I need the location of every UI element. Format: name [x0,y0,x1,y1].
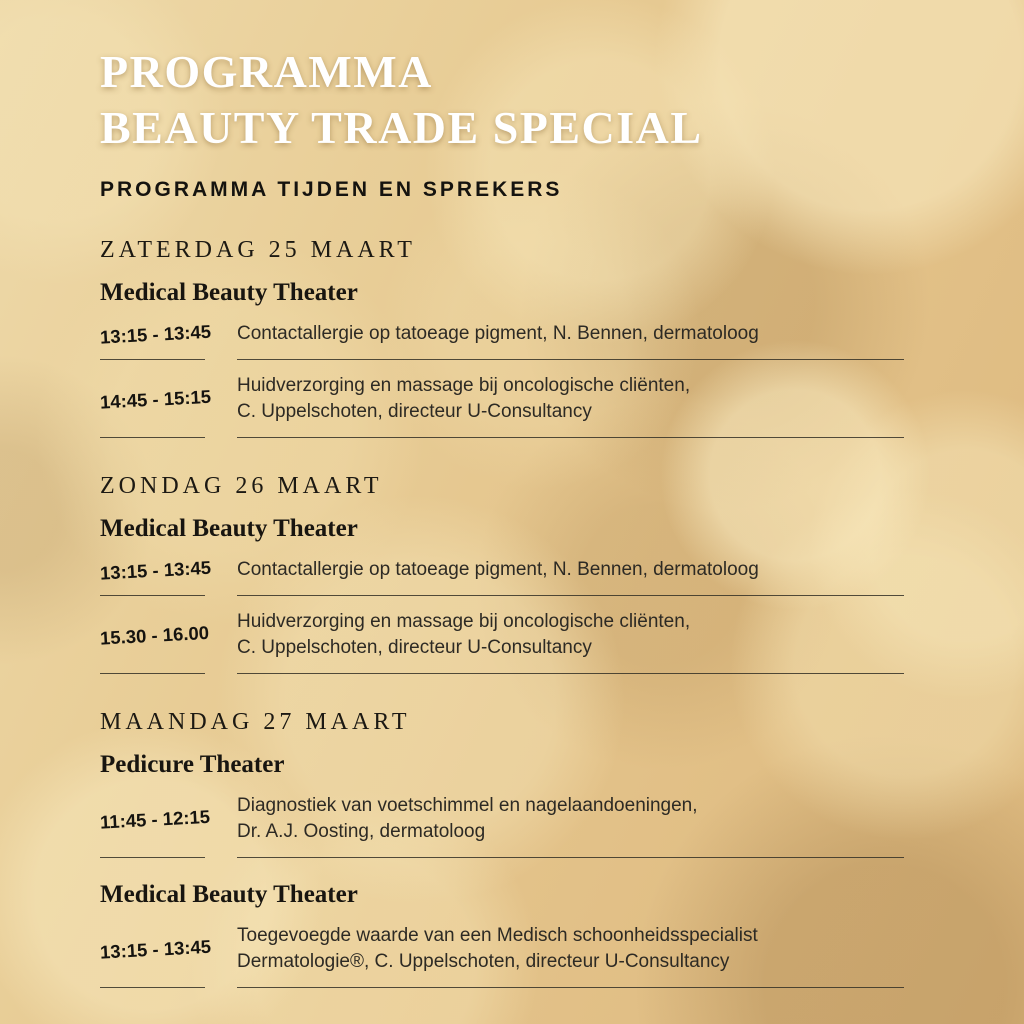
session-description-line: C. Uppelschoten, directeur U-Consultancy [237,401,592,422]
session-time: 13:15 - 13:45 [99,556,212,584]
session-row [100,557,904,583]
page-subtitle: PROGRAMMA TIJDEN EN SPREKERS [100,178,563,201]
row-divider [100,595,904,596]
row-divider [100,987,904,988]
day-heading: ZONDAG 26 MAART [100,473,383,499]
session-description-line: Huidverzorging en massage bij oncologische cliënten, [237,375,691,396]
session-time: 13:15 - 13:45 [99,320,212,348]
divider-time-line [100,673,205,674]
session-row [100,923,904,975]
session-description [237,793,904,845]
day-section-zondag [100,472,904,674]
session-description [237,373,904,425]
session-description-line: Dermatologie®, C. Uppelschoten, directeur U-Consultancy [237,951,730,972]
divider-desc-line [237,437,904,438]
page-title [100,44,904,156]
session-time: 13:15 - 13:45 [99,935,212,963]
divider-desc-line [237,359,904,360]
divider-desc-line [237,673,904,674]
session-description [237,321,904,347]
session-description [237,923,904,975]
session-description-line: C. Uppelschoten, directeur U-Consultancy [237,637,592,658]
session-description-line: Dr. A.J. Oosting, dermatoloog [237,821,486,842]
day-section-maandag [100,708,904,988]
divider-desc-line [237,857,904,858]
divider-desc-line [237,595,904,596]
session-description-line: Contactallergie op tatoeage pigment, N. Bennen, dermatoloog [237,559,759,580]
day-heading: ZATERDAG 25 MAART [100,237,416,263]
session-time: 11:45 - 12:15 [99,805,211,833]
venue-name: Medical Beauty Theater [100,279,358,306]
divider-time-line [100,987,205,988]
session-description-line: Contactallergie op tatoeage pigment, N. Bennen, dermatoloog [237,323,759,344]
divider-desc-line [237,987,904,988]
session-description-line: Huidverzorging en massage bij oncologische cliënten, [237,611,691,632]
venue-name: Pedicure Theater [100,751,285,778]
session-description-line: Diagnostiek van voetschimmel en nagelaandoeningen, [237,795,698,816]
row-divider [100,359,904,360]
session-row [100,373,904,425]
venue-name: Medical Beauty Theater [100,515,358,542]
session-description-line: Toegevoegde waarde van een Medisch schoonheidsspecialist [237,925,758,946]
row-divider [100,437,904,438]
session-description [237,557,904,583]
session-description [237,609,904,661]
session-time: 15.30 - 16.00 [99,621,210,649]
divider-time-line [100,359,205,360]
divider-time-line [100,437,205,438]
session-row [100,321,904,347]
day-heading: MAANDAG 27 MAART [100,709,411,735]
venue-name: Medical Beauty Theater [100,881,358,908]
divider-time-line [100,857,205,858]
session-row [100,609,904,661]
session-time: 14:45 - 15:15 [99,385,212,413]
divider-time-line [100,595,205,596]
session-row [100,793,904,845]
row-divider [100,857,904,858]
row-divider [100,673,904,674]
page-title-line2: BEAUTY TRADE SPECIAL [100,102,703,153]
page-title-line1: PROGRAMMA [100,46,433,97]
day-section-zaterdag [100,236,904,438]
